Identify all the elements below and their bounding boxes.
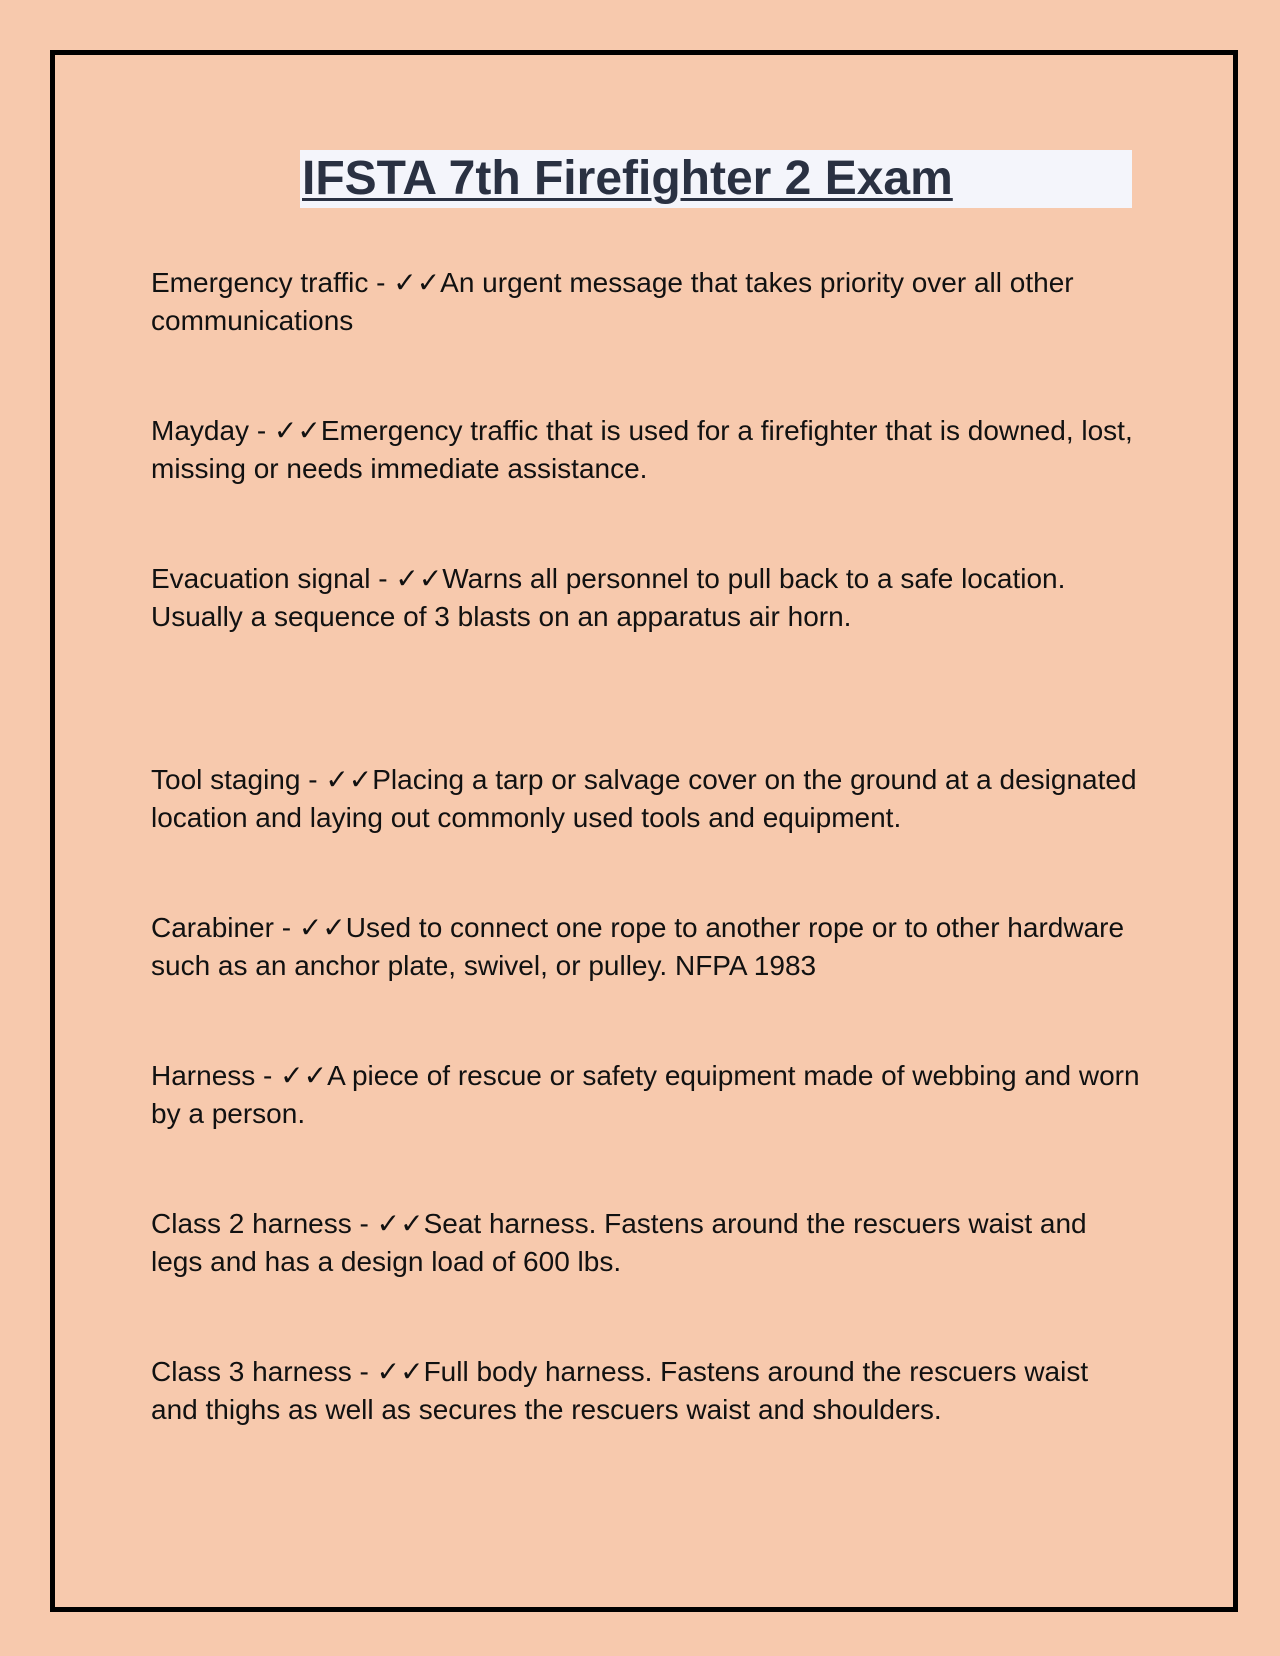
entry-separator: - ✓✓ — [273, 912, 346, 943]
entry-separator: - ✓✓ — [255, 1060, 328, 1091]
entry-definition: An urgent message that takes priority over all other communications — [151, 267, 1074, 336]
entry-definition: Warns all personnel to pull back to a safe location. Usually a sequence of 3 blasts on an apparatus air horn. — [151, 563, 1066, 632]
entry-separator: - ✓✓ — [368, 267, 441, 298]
entry-term: Evacuation signal — [151, 563, 371, 594]
entry-definition: A piece of rescue or safety equipment made of webbing and worn by a person. — [151, 1060, 1140, 1129]
definition-entry — [151, 1205, 1141, 1281]
definition-entry — [151, 909, 1141, 985]
entry-term: Mayday — [151, 415, 250, 446]
document-title: IFSTA 7th Firefighter 2 Exam — [302, 152, 953, 205]
entry-term: Tool staging — [151, 764, 301, 795]
definition-entry — [151, 560, 1141, 636]
entry-term: Carabiner — [151, 912, 274, 943]
definition-entry — [151, 761, 1141, 837]
entry-term: Class 3 harness — [151, 1356, 352, 1387]
entry-definition: Used to connect one rope to another rope or to other hardware such as an anchor plate, swivel, or pulley. NFPA 1983 — [151, 912, 1125, 981]
entry-definition: Emergency traffic that is used for a firefighter that is downed, lost, missing or needs immediate assistance. — [151, 415, 1133, 484]
entry-separator: - ✓✓ — [351, 1356, 424, 1387]
entry-separator: - ✓✓ — [249, 415, 321, 446]
entry-separator: - ✓✓ — [370, 563, 443, 594]
definition-entry — [151, 1057, 1141, 1133]
entry-definition: Full body harness. Fastens around the rescuers waist and thighs as well as secures the rescuers waist and shoulders. — [151, 1356, 1089, 1425]
entry-term: Harness — [151, 1060, 256, 1091]
definition-entry — [151, 412, 1141, 488]
entry-separator: - ✓✓ — [351, 1208, 424, 1239]
entry-term: Emergency traffic — [151, 267, 369, 298]
entry-term: Class 2 harness — [151, 1208, 352, 1239]
entry-definition: Seat harness. Fastens around the rescuers waist and legs and has a design load of 600 lbs. — [151, 1208, 1087, 1277]
definition-entry — [151, 1353, 1141, 1429]
definition-entry — [151, 264, 1141, 340]
entry-separator: - ✓✓ — [300, 764, 373, 795]
entry-definition: Placing a tarp or salvage cover on the ground at a designated location and laying out commonly used tools and equipment. — [151, 764, 1137, 833]
